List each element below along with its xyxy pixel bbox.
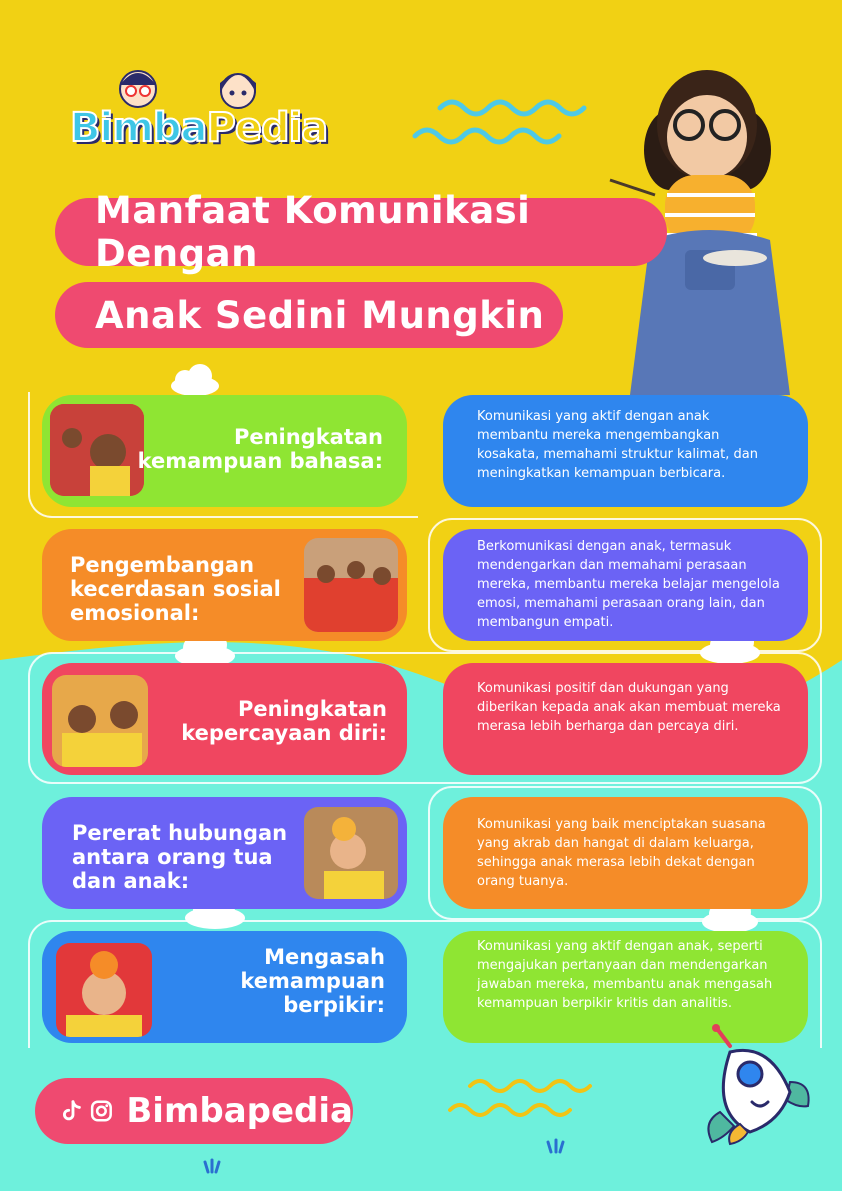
benefit-label-line: Peningkatan (233, 425, 383, 449)
title-line1: Manfaat Komunikasi Dengan (95, 189, 531, 275)
benefit-label-line: Mengasah (264, 945, 385, 969)
benefit-description: Komunikasi positif dan dukungan yang diberikan kepada anak akan membuat mereka merasa lebih berharga dan percaya diri. (477, 681, 781, 734)
benefit-label-line: antara orang tua (72, 845, 273, 869)
benefit-label (181, 697, 387, 745)
benefit-description: Komunikasi yang aktif dengan anak, seperti mengajukan pertanyaan dan mendengarkan jawaban mereka, membantu anak mengasah kemampuan berpikir kritis dan analitis. (477, 939, 773, 1011)
title-line2-pill (55, 282, 563, 348)
rocket-icon (700, 1022, 815, 1147)
benefit-label (72, 821, 287, 893)
bimbapedia-logo (70, 65, 330, 165)
benefit-label-card (42, 395, 407, 507)
instagram-icon[interactable] (90, 1095, 113, 1127)
footer-social-pill[interactable] (35, 1078, 353, 1144)
benefit-description-card (443, 797, 808, 909)
benefit-label (70, 553, 281, 625)
children-group-photo (304, 538, 398, 632)
benefit-label-card (42, 931, 407, 1043)
child-photo (304, 807, 398, 899)
benefit-description: Komunikasi yang aktif dengan anak membantu mereka mengembangkan kosakata, memahami struktur kalimat, dan meningkatkan kemampuan berbicara. (477, 409, 758, 481)
benefit-label-card (42, 529, 407, 641)
benefit-label-line: Pengembangan (70, 553, 255, 577)
benefit-description-card (443, 663, 808, 775)
logo-part-bimba: Bimba (70, 105, 207, 151)
benefit-label-line: kecerdasan sosial (70, 577, 281, 601)
benefit-label-line: berpikir: (283, 993, 385, 1017)
benefit-label-line: emosional: (70, 601, 200, 625)
benefit-label (138, 425, 383, 473)
benefit-description-card (443, 395, 808, 507)
benefit-description-card (443, 529, 808, 641)
tiktok-icon[interactable] (63, 1096, 82, 1126)
benefit-label-line: dan anak: (72, 869, 190, 893)
benefit-label-card (42, 663, 407, 775)
benefit-description: Komunikasi yang baik menciptakan suasana yang akrab dan hangat di dalam keluarga, sehingga anak merasa lebih dekat dengan orang tuanya. (477, 817, 766, 889)
logo-part-pedia: Pedia (206, 105, 328, 151)
benefit-label-line: kemampuan bahasa: (137, 449, 383, 473)
title-line2: Anak Sedini Mungkin (95, 293, 545, 337)
child-photo (52, 675, 148, 767)
benefit-label (240, 945, 385, 1017)
benefit-label-card (42, 797, 407, 909)
benefit-label-line: Pererat hubungan (72, 821, 288, 845)
title-line1-pill (55, 189, 667, 275)
child-photo (50, 404, 144, 496)
child-photo (56, 943, 152, 1037)
social-handle[interactable]: Bimbapedia (126, 1091, 353, 1131)
benefit-description: Berkomunikasi dengan anak, termasuk mendengarkan dan memahami perasaan mereka, membantu mereka belajar mengelola emosi, memahami perasaan orang lain, dan membangun empati. (477, 539, 780, 630)
benefit-label-line: kepercayaan diri: (181, 721, 387, 745)
logo-wordmark (70, 105, 327, 151)
benefit-label-line: kemampuan (240, 969, 385, 993)
squiggle-decor-top (415, 102, 584, 142)
benefit-label-line: Peningkatan (237, 697, 387, 721)
